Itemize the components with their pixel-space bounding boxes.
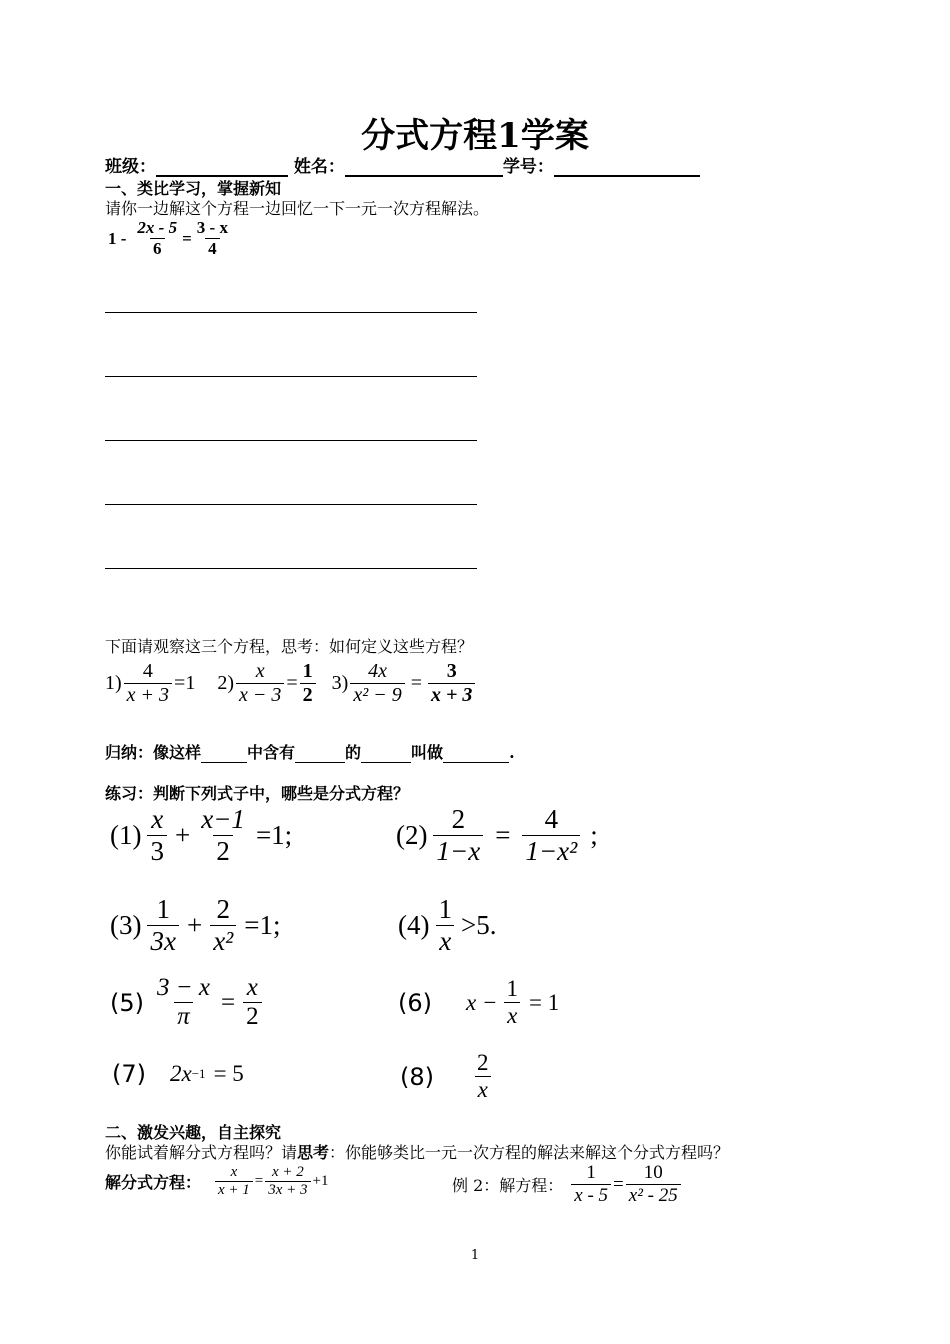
item-rhs: = 5 — [213, 1061, 244, 1086]
exercise-prompt: 练习：判断下列式子中，哪些是分式方程？ — [105, 784, 410, 803]
solve-den: x + 1 — [215, 1181, 253, 1199]
item-num: 1 — [438, 894, 452, 924]
example-den: x - 5 — [571, 1184, 611, 1207]
summary-blank[interactable] — [295, 746, 345, 763]
obs-eq1-fraction — [124, 660, 172, 707]
item-fraction — [210, 894, 236, 957]
question-part-a: 你能试着解分式方程吗？请 — [105, 1143, 298, 1162]
section1-heading: 一、类比学习，掌握新知 — [105, 179, 282, 198]
summary-part-b: 中含有 — [247, 743, 296, 762]
example-row — [452, 1162, 683, 1207]
obs-eq2-fraction-right — [300, 660, 316, 707]
example-den: x² - 25 — [626, 1184, 681, 1207]
eq1-den-left: 6 — [150, 238, 165, 259]
item-exponent: −1 — [191, 1066, 206, 1081]
exercise-item-2 — [396, 804, 598, 867]
item-fraction — [147, 804, 167, 867]
item-rhs: =1; — [244, 910, 281, 940]
class-blank[interactable] — [156, 157, 288, 177]
item-den: 2 — [243, 1002, 262, 1031]
id-label: 学号： — [502, 157, 554, 177]
obs-eq2-label: 2) — [217, 672, 234, 694]
obs-eq2-num: x — [255, 660, 265, 682]
section1-intro: 请你一边解这个方程一边回忆一下一元一次方程解法。 — [105, 199, 490, 218]
item-operator: = — [495, 820, 511, 850]
item-rhs: ; — [590, 820, 598, 850]
exercise-item-5 — [110, 974, 264, 1031]
item-den: 1−x² — [522, 835, 580, 867]
item-fraction — [474, 1050, 492, 1103]
example-fraction — [571, 1162, 611, 1207]
example-equation — [569, 1162, 682, 1207]
item-label: (2) — [396, 820, 428, 850]
solve-fraction — [215, 1164, 253, 1199]
exercise-item-3 — [110, 894, 281, 957]
exercise-item-8 — [400, 1050, 494, 1103]
exercise-item-7 — [112, 1060, 244, 1088]
obs-eq3-den2: x + 3 — [428, 683, 475, 707]
obs-eq2-den2: 2 — [300, 683, 316, 707]
solve-rhs: +1 — [312, 1173, 329, 1189]
item-lead: x − — [466, 989, 498, 1015]
obs-eq1-rhs: =1 — [174, 672, 196, 694]
page-title: 分式方程1学案 — [361, 116, 589, 156]
observe-equations — [105, 660, 477, 707]
item-fraction — [435, 894, 455, 957]
item-label: (5) — [110, 988, 144, 1017]
item-operator: + — [186, 910, 203, 940]
summary-part-a: 归纳：像这样 — [105, 743, 202, 762]
item-fraction — [154, 974, 213, 1031]
item-label: (8) — [400, 1062, 434, 1091]
eq1-num-left: 2x - 5 — [137, 218, 178, 237]
name-blank[interactable] — [345, 157, 503, 177]
observe-prompt: 下面请观察这三个方程，思考：如何定义这些方程？ — [105, 637, 474, 656]
obs-eq3-fraction-right — [428, 660, 475, 707]
solve-den: 3x + 3 — [265, 1181, 310, 1199]
obs-eq1-label: 1) — [105, 672, 122, 694]
question-think: 思考 — [297, 1143, 330, 1162]
item-num: x — [151, 804, 164, 834]
answer-line[interactable] — [105, 504, 477, 505]
info-line — [105, 152, 700, 177]
obs-eq3-fraction — [350, 660, 404, 707]
answer-line[interactable] — [105, 312, 477, 313]
solve-equals: = — [254, 1173, 264, 1189]
equation-1 — [108, 218, 233, 259]
item-num: 2 — [451, 804, 466, 834]
item-label: (3) — [110, 910, 142, 940]
summary-end: . — [509, 743, 515, 762]
eq1-fraction-right — [194, 218, 231, 259]
eq1-lead: 1 - — [108, 228, 127, 248]
solve-row — [105, 1164, 329, 1199]
item-num: x−1 — [201, 804, 245, 834]
obs-eq3-num2: 3 — [446, 660, 457, 682]
exercise-item-1 — [110, 804, 292, 867]
item-label: (6) — [398, 988, 432, 1017]
item-fraction — [147, 894, 178, 957]
section2-question — [105, 1140, 729, 1163]
example-equals: = — [613, 1173, 624, 1195]
example-num: 10 — [643, 1162, 663, 1183]
eq1-equals: = — [182, 228, 192, 248]
obs-eq2-num2: 1 — [302, 660, 313, 682]
obs-eq2-equals: = — [286, 672, 298, 694]
answer-line[interactable] — [105, 568, 477, 569]
item-num: 2 — [477, 1050, 489, 1075]
obs-eq2-den: x − 3 — [236, 683, 284, 707]
item-label: (4) — [398, 910, 430, 940]
obs-eq1-den: x + 3 — [124, 683, 172, 707]
item-label: (7) — [112, 1060, 146, 1088]
solve-num: x — [230, 1164, 238, 1180]
obs-eq2-fraction — [236, 660, 284, 707]
item-num: 1 — [156, 894, 170, 924]
item-den: x — [504, 1002, 520, 1029]
item-fraction — [433, 804, 483, 867]
item-num: 3 − x — [157, 974, 210, 1001]
eq1-fraction-left — [134, 218, 180, 259]
item-den: x — [436, 925, 454, 957]
eq1-num-right: 3 - x — [196, 218, 228, 237]
eq1-den-right: 4 — [205, 238, 220, 259]
item-rhs: = 1 — [528, 989, 560, 1015]
item-den: π — [174, 1002, 193, 1031]
item-num: x — [246, 974, 258, 1001]
summary-blank[interactable] — [443, 746, 509, 763]
item-den: x — [475, 1076, 491, 1103]
example-num: 1 — [586, 1162, 596, 1183]
obs-eq3-label: 3) — [331, 672, 349, 694]
exercise-item-6 — [398, 976, 559, 1029]
item-den: 2 — [213, 835, 233, 867]
question-part-b: ：你能够类比一元一次方程的解法来解这个分式方程吗？ — [329, 1143, 730, 1162]
item-num: 2 — [216, 894, 230, 924]
solve-num: x + 2 — [272, 1164, 304, 1180]
item-den: 3 — [147, 835, 167, 867]
item-operator: + — [174, 820, 191, 850]
example-label: 例 2：解方程： — [452, 1176, 564, 1195]
item-fraction — [198, 804, 248, 867]
item-num: 4 — [544, 804, 559, 834]
summary-part-c: 的 — [345, 743, 362, 762]
summary-line — [105, 740, 515, 763]
item-label: (1) — [110, 820, 142, 850]
obs-eq1-num: 4 — [142, 660, 153, 682]
item-den: x² — [210, 925, 236, 957]
obs-eq3-den: x² − 9 — [350, 683, 404, 707]
item-expr: 2x — [170, 1061, 192, 1086]
summary-blank[interactable] — [201, 746, 247, 763]
solve-fraction — [265, 1164, 310, 1199]
page-number: 1 — [470, 1248, 480, 1263]
item-rhs: >5. — [460, 910, 497, 940]
summary-part-d: 叫做 — [411, 743, 444, 762]
exercise-item-4 — [398, 894, 496, 957]
example-fraction — [626, 1162, 681, 1207]
item-operator: = — [220, 988, 236, 1016]
obs-eq3-num: 4x — [368, 660, 387, 682]
name-label: 姓名： — [293, 157, 345, 177]
class-label: 班级： — [105, 157, 156, 177]
item-fraction — [522, 804, 580, 867]
item-fraction — [243, 974, 262, 1031]
solve-equation — [213, 1164, 329, 1199]
item-num: 1 — [506, 976, 518, 1001]
item-rhs: =1; — [255, 820, 293, 850]
answer-line[interactable] — [105, 376, 477, 377]
item-fraction — [503, 976, 521, 1029]
item-den: 3x — [147, 925, 178, 957]
item-den: 1−x — [433, 835, 483, 867]
solve-label: 解分式方程： — [105, 1173, 202, 1192]
section2-heading: 二、激发兴趣，自主探究 — [105, 1123, 282, 1142]
id-blank[interactable] — [554, 157, 700, 177]
obs-eq3-equals: = — [410, 672, 422, 694]
summary-blank[interactable] — [361, 746, 411, 763]
answer-line[interactable] — [105, 440, 477, 441]
